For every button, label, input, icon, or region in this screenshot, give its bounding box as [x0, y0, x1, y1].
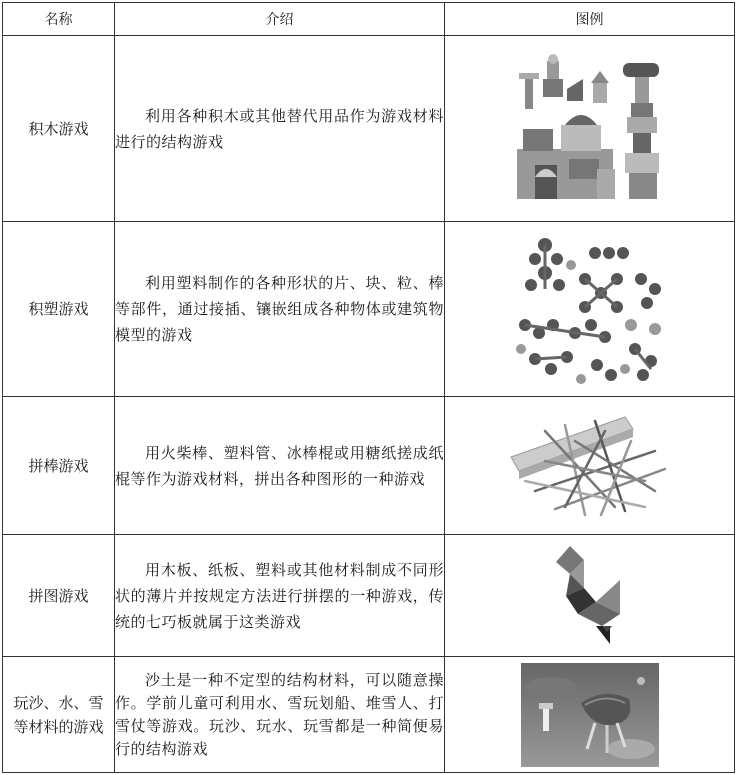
header-row — [3, 3, 735, 36]
table-row — [3, 657, 735, 773]
table-row — [3, 222, 735, 397]
pick-up-sticks-photo — [445, 397, 735, 535]
row-intro: 用木板、纸板、塑料或其他材料制成不同形状的薄片并按规定方法进行拼摆的一种游戏，传统的七巧板就属于这类游戏 — [115, 535, 445, 657]
row-name: 拼图游戏 — [3, 535, 115, 657]
structure-games-table — [2, 2, 735, 773]
row-intro: 沙土是一种不定型的结构材料，可以随意操作。学前儿童可利用水、雪玩划船、堆雪人、打雪仗等游戏。玩沙、玩水、玩雪都是一种简便易行的结构游戏 — [115, 657, 445, 773]
row-name: 积木游戏 — [3, 36, 115, 222]
row-intro: 用火柴棒、塑料管、冰棒棍或用糖纸搓成纸棍等作为游戏材料，拼出各种图形的一种游戏 — [115, 397, 445, 535]
table-row — [3, 397, 735, 535]
row-intro: 利用各种积木或其他替代用品作为游戏材料进行的结构游戏 — [115, 36, 445, 222]
header-intro: 介绍 — [115, 3, 445, 36]
table-row — [3, 36, 735, 222]
plastic-snowflake-pieces-photo — [445, 222, 735, 397]
row-name: 拼棒游戏 — [3, 397, 115, 535]
row-intro: 利用塑料制作的各种形状的片、块、粒、棒等部件，通过接插、镶嵌组成各种物体或建筑物模型的游戏 — [115, 222, 445, 397]
row-name: 积塑游戏 — [3, 222, 115, 397]
tangram-bird-figure — [445, 535, 735, 657]
sand-toys-photo — [445, 657, 735, 773]
header-name: 名称 — [3, 3, 115, 36]
table-row — [3, 535, 735, 657]
header-example: 图例 — [445, 3, 735, 36]
row-name: 玩沙、水、雪等材料的游戏 — [3, 657, 115, 773]
building-blocks-photo — [445, 36, 735, 222]
